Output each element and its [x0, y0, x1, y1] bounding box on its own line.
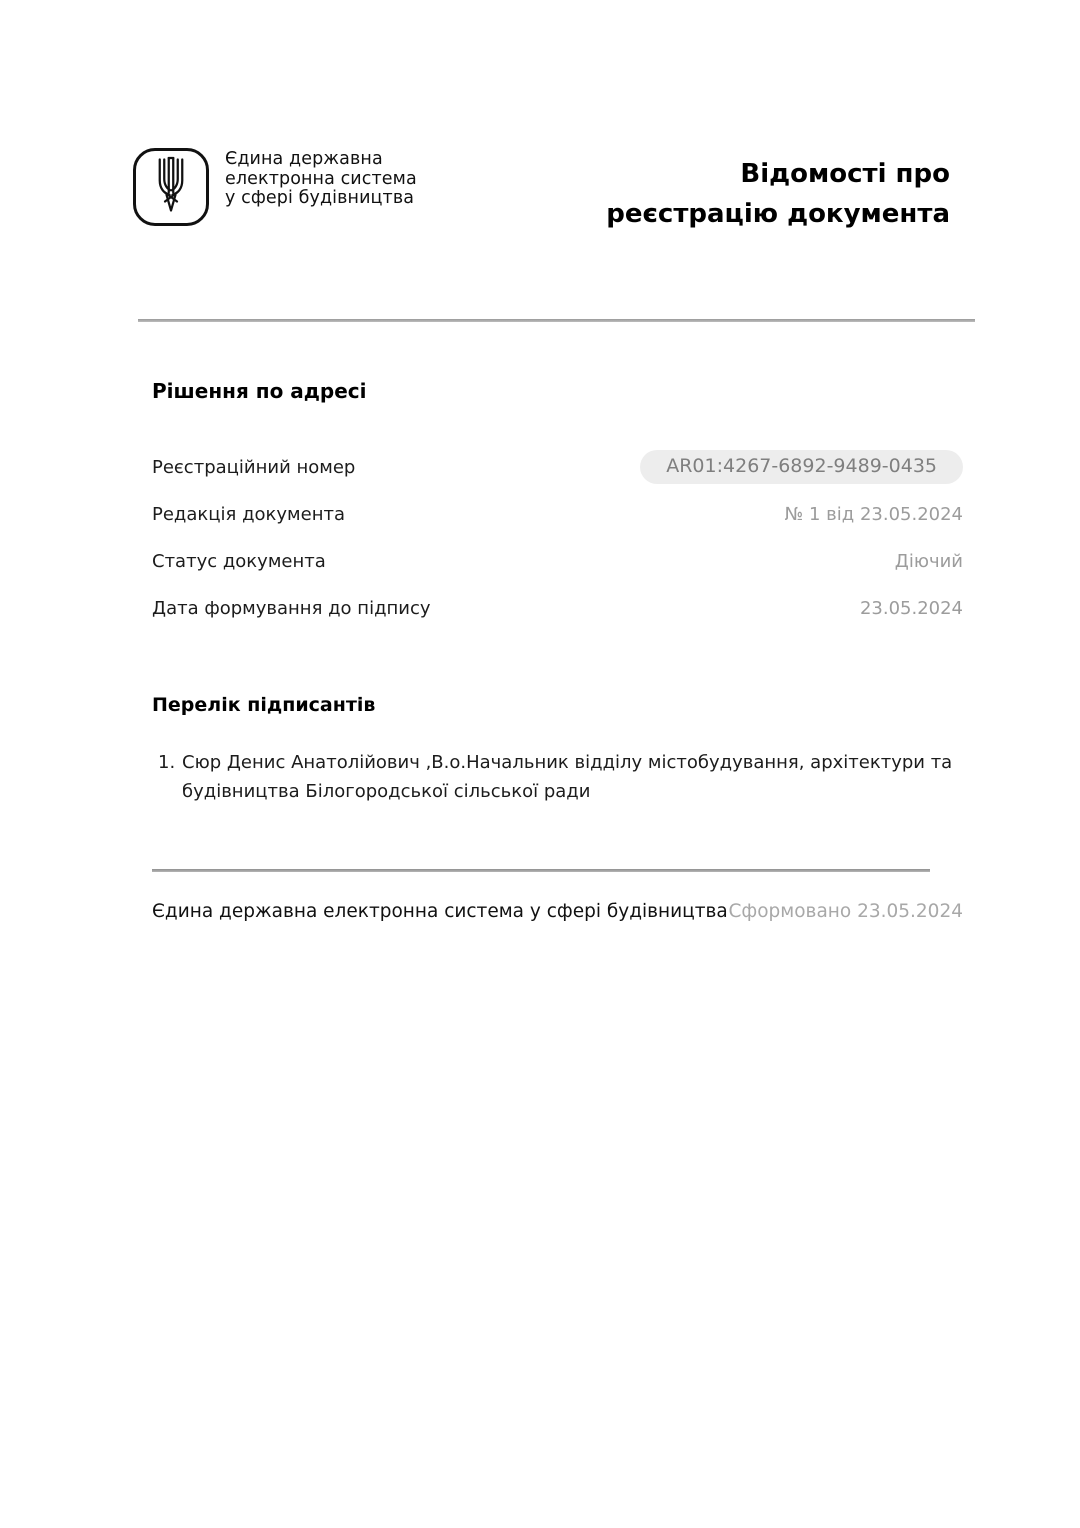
footer [152, 901, 963, 922]
signers-list [158, 748, 963, 806]
field-row-formation-date [152, 591, 963, 625]
field-row-registration-number [152, 450, 963, 484]
field-label: Редакція документа [152, 503, 345, 525]
field-label: Дата формування до підпису [152, 597, 431, 619]
ukraine-trident-icon [148, 155, 194, 219]
field-label: Реєстраційний номер [152, 456, 356, 478]
signers-section-title: Перелік підписантів [152, 694, 376, 716]
logo-frame [133, 148, 209, 226]
logo-text-line2: електронна система [225, 168, 417, 189]
fields-table [152, 450, 963, 638]
footer-system-name: Єдина державна електронна система у сфері будівництва [152, 901, 728, 922]
footer-divider [152, 869, 930, 872]
signer-name: Сюр Денис Анатолійович ,В.о.Начальник відділу містобудування, архітектури та будівництва Білогородської сільської ради [182, 752, 953, 802]
logo-text-line1: Єдина державна [225, 149, 383, 169]
registration-number-badge: AR01:4267-6892-9489-0435 [640, 450, 963, 484]
header [133, 148, 950, 234]
page-title-line2: реєстрацію документа [606, 199, 950, 229]
field-row-document-revision [152, 497, 963, 531]
footer-generated-date: Сформовано 23.05.2024 [728, 901, 963, 922]
logo-text [225, 150, 417, 209]
signer-list-item [158, 748, 963, 806]
system-logo [133, 148, 417, 226]
top-divider [138, 319, 975, 322]
page-title-line1: Відомості про [740, 159, 950, 189]
field-value: № 1 від 23.05.2024 [784, 503, 963, 525]
signer-number: 1. [158, 752, 176, 773]
field-row-document-status [152, 544, 963, 578]
status-value: Діючий [894, 550, 963, 572]
field-value: 23.05.2024 [859, 597, 963, 619]
section-title: Рішення по адресі [152, 379, 367, 403]
logo-text-line3: у сфері будівництва [225, 188, 415, 208]
page-title [606, 154, 950, 234]
field-label: Статус документа [152, 550, 326, 572]
